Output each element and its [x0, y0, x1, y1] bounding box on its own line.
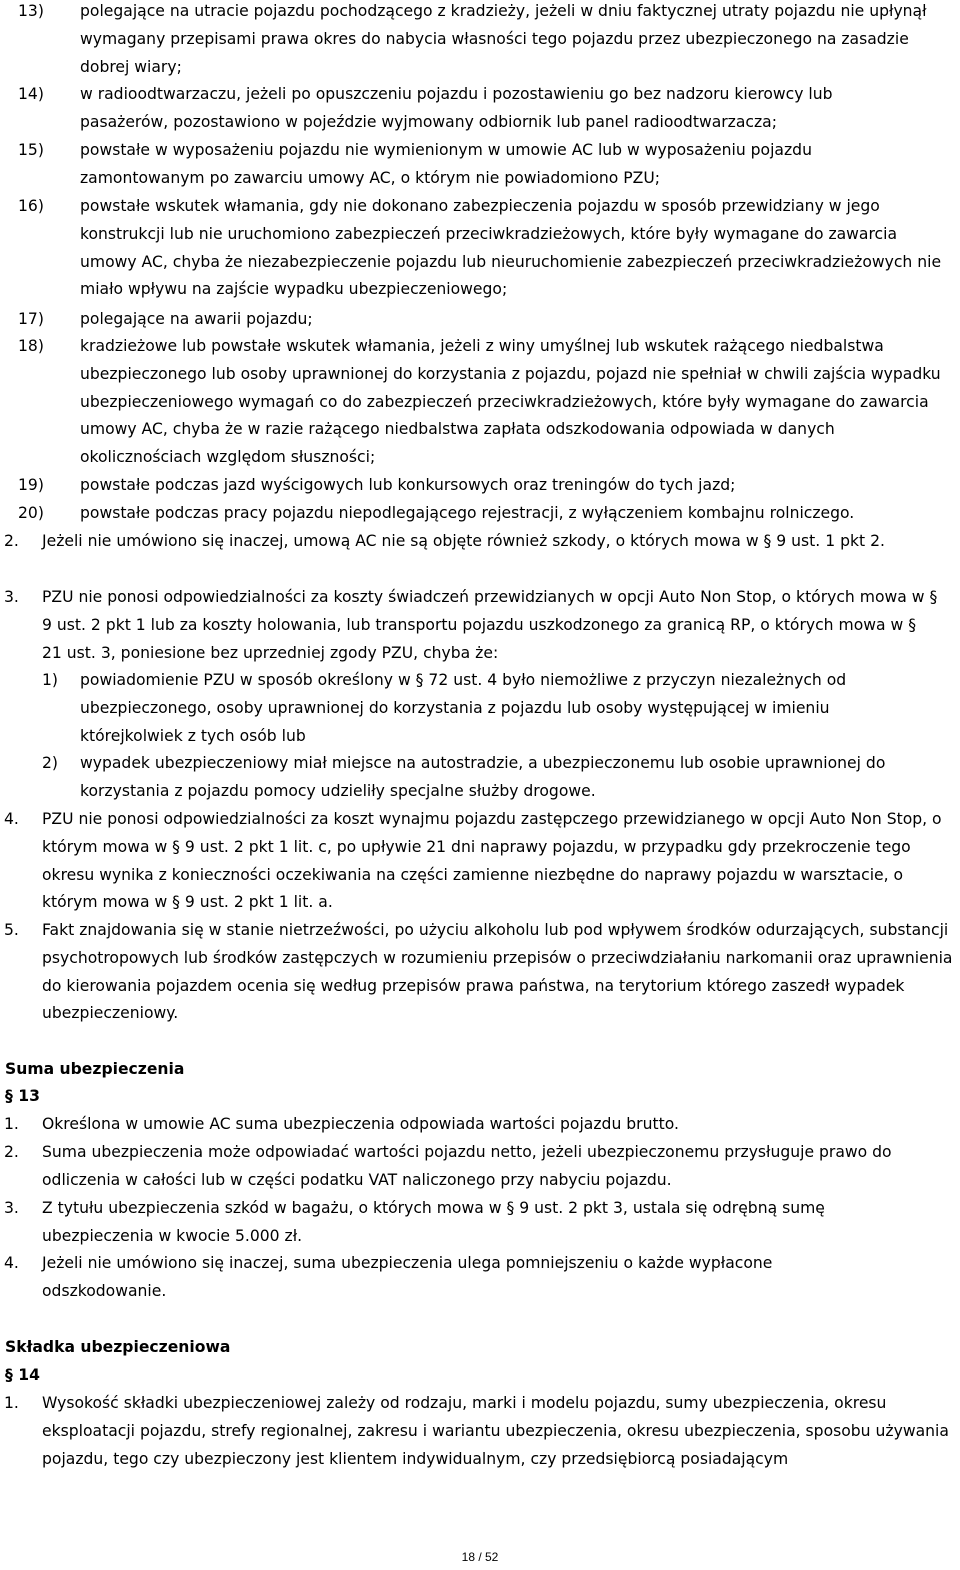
item-text: polegające na utracie pojazdu pochodzącego z kradzieży, jeżeli w dniu faktycznej utraty pojazdu nie upłynął wymagany przepisami prawa okres do nabycia własności tego pojazdu przez ubezpieczonego na zasadzie dobrej wiary;	[80, 2, 927, 76]
list-item	[0, 333, 960, 472]
item-number: 13)	[18, 2, 44, 20]
list-item	[0, 137, 960, 193]
item-number: 19)	[18, 476, 44, 494]
section-heading: Składka ubezpieczeniowa	[5, 1338, 231, 1356]
item-number: 1.	[4, 1394, 19, 1412]
item-number: 1)	[42, 671, 59, 689]
list-item	[0, 1139, 960, 1195]
item-text: powstałe podczas jazd wyścigowych lub konkursowych oraz treningów do tych jazd;	[80, 476, 736, 494]
item-number: 2)	[42, 754, 59, 772]
paragraph-4	[0, 806, 960, 917]
list-item	[0, 81, 960, 137]
list-item	[0, 1250, 960, 1306]
item-text: Suma ubezpieczenia może odpowiadać wartości pojazdu netto, jeżeli ubezpieczonemu przysługuje prawo do odliczenia w całości lub w części podatku VAT naliczonego przy nabyciu pojazdu.	[42, 1143, 892, 1189]
item-number: 20)	[18, 504, 44, 522]
list-item	[0, 500, 960, 528]
paragraph-2	[0, 528, 960, 556]
item-text: polegające na awarii pojazdu;	[80, 310, 313, 328]
item-text: powstałe wskutek włamania, gdy nie dokonano zabezpieczenia pojazdu w sposób przewidziany w jego konstrukcji lub nie uruchomiono zabezpieczeń przeciwkradzieżowych, które były wymagane do zawarcia umowy AC, chyba że niezabezpieczenie pojazdu lub nieuruchomienie zabezpieczeń przeciwkradzieżowych nie miało wpływu na zajście wypadku ubezpieczeniowego;	[80, 197, 942, 299]
item-number: 1.	[4, 1115, 19, 1133]
item-text: w radioodtwarzaczu, jeżeli po opuszczeniu pojazdu i pozostawieniu go bez nadzoru kierowcy lub pasażerów, pozostawiono w pojeździe wyjmowany odbiornik lub panel radioodtwarzacza;	[80, 85, 833, 131]
paragraph-number: 2.	[4, 532, 19, 550]
list-item	[0, 1195, 960, 1251]
item-text: wypadek ubezpieczeniowy miał miejsce na autostradzie, a ubezpieczonemu lub osobie uprawnionej do korzystania z pojazdu pomocy udzieliły specjalne służby drogowe.	[80, 754, 886, 800]
item-number: 4.	[4, 1254, 19, 1272]
paragraph-number: 5.	[4, 921, 19, 939]
list-item	[0, 667, 960, 750]
paragraph-text: Fakt znajdowania się w stanie nietrzeźwości, po użyciu alkoholu lub pod wpływem środków odurzających, substancji psychotropowych lub środków zastępczych w rozumieniu przepisów o przeciwdziałaniu narkomanii oraz uprawnienia do kierowania pojazdem ocenia się według przepisów prawa państwa, na terytorium którego zaszedł wypadek ubezpieczeniowy.	[42, 921, 953, 1023]
list-item	[0, 193, 960, 304]
item-number: 15)	[18, 141, 44, 159]
paragraph-text: PZU nie ponosi odpowiedzialności za koszty świadczeń przewidzianych w opcji Auto Non Stop, o których mowa w § 9 ust. 2 pkt 1 lub za koszty holowania, lub transportu pojazdu uszkodzonego za granicą RP, o których mowa w § 21 ust. 3, poniesione bez uprzedniej zgody PZU, chyba że:	[42, 588, 938, 662]
item-number: 3.	[4, 1199, 19, 1217]
item-text: Wysokość składki ubezpieczeniowej zależy od rodzaju, marki i modelu pojazdu, sumy ubezpieczenia, okresu eksploatacji pojazdu, strefy regionalnej, zakresu i wariantu ubezpieczenia, okresu ubezpieczenia, sposobu używania pojazdu, tego czy ubezpieczony jest klientem indywidualnym, czy przedsiębiorcą posiadającym	[42, 1394, 949, 1468]
section-number: § 14	[5, 1366, 40, 1384]
item-number: 2.	[4, 1143, 19, 1161]
item-number: 14)	[18, 85, 44, 103]
item-number: 16)	[18, 197, 44, 215]
item-number: 17)	[18, 310, 44, 328]
paragraph-number: 4.	[4, 810, 19, 828]
item-text: powstałe w wyposażeniu pojazdu nie wymienionym w umowie AC lub w wyposażeniu pojazdu zamontowanym po zawarciu umowy AC, o którym nie powiadomiono PZU;	[80, 141, 812, 187]
section-number: § 13	[5, 1087, 40, 1105]
list-item	[0, 1390, 960, 1473]
list-item	[0, 306, 960, 334]
item-number: 18)	[18, 337, 44, 355]
paragraph-3	[0, 584, 960, 667]
paragraph-5	[0, 917, 960, 1028]
paragraph-text: PZU nie ponosi odpowiedzialności za koszt wynajmu pojazdu zastępczego przewidzianego w opcji Auto Non Stop, o którym mowa w § 9 ust. 2 pkt 1 lit. c, po upływie 21 dni naprawy pojazdu, w przypadku gdy przekroczenie tego okresu wynika z konieczności oczekiwania na części zamienne niezbędne do naprawy pojazdu w warsztacie, o którym mowa w § 9 ust. 2 pkt 1 lit. a.	[42, 810, 942, 912]
item-text: powstałe podczas pracy pojazdu niepodlegającego rejestracji, z wyłączeniem kombajnu rolniczego.	[80, 504, 855, 522]
list-item	[0, 750, 960, 806]
section-heading: Suma ubezpieczenia	[5, 1060, 185, 1078]
paragraph-number: 3.	[4, 588, 19, 606]
item-text: Określona w umowie AC suma ubezpieczenia odpowiada wartości pojazdu brutto.	[42, 1115, 679, 1133]
paragraph-text: Jeżeli nie umówiono się inaczej, umową AC nie są objęte również szkody, o których mowa w § 9 ust. 1 pkt 2.	[42, 532, 885, 550]
list-item	[0, 0, 960, 81]
page-number: 18 / 52	[461, 1550, 499, 1564]
item-text: kradzieżowe lub powstałe wskutek włamania, jeżeli z winy umyślnej lub wskutek rażącego niedbalstwa ubezpieczonego lub osoby uprawnionej do korzystania z pojazdu, pojazd nie spełniał w chwili zajścia wypadku ubezpieczeniowego wymagań co do zabezpieczeń przeciwkradzieżowych, które były wymagane do zawarcia umowy AC, chyba że w razie rażącego niedbalstwa zapłata odszkodowania odpowiada w danych okolicznościach względom słuszności;	[80, 337, 941, 467]
item-text: Z tytułu ubezpieczenia szkód w bagażu, o których mowa w § 9 ust. 2 pkt 3, ustala się odrębną sumę ubezpieczenia w kwocie 5.000 zł.	[42, 1199, 825, 1245]
item-text: Jeżeli nie umówiono się inaczej, suma ubezpieczenia ulega pomniejszeniu o każde wypłacone odszkodowanie.	[42, 1254, 773, 1300]
list-item	[0, 472, 960, 500]
list-item	[0, 1111, 960, 1139]
item-text: powiadomienie PZU w sposób określony w § 72 ust. 4 było niemożliwe z przyczyn niezależnych od ubezpieczonego, osoby uprawnionej do korzystania z pojazdu lub osoby występującej w imieniu którejkolwiek z tych osób lub	[80, 671, 847, 745]
